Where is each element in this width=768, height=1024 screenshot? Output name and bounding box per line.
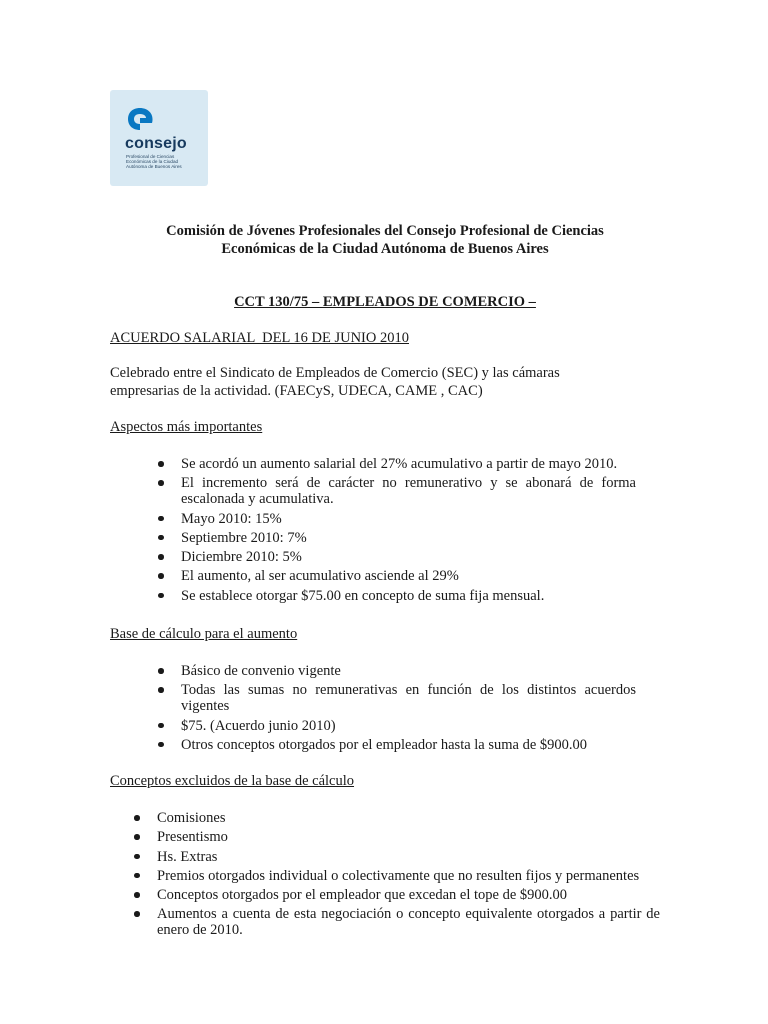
list-item: El incremento será de carácter no remunerativo y se abonará de forma escalonada y acumulativa. <box>158 475 636 507</box>
list-item: Premios otorgados individual o colectivamente que no resulten fijos y permanentes <box>134 868 660 884</box>
list-item: Conceptos otorgados por el empleador que excedan el tope de $900.00 <box>134 887 660 903</box>
list-item: Básico de convenio vigente <box>158 663 636 679</box>
list-item: Presentismo <box>134 829 660 845</box>
logo-subtitle-line: Profesional de Ciencias <box>126 154 175 159</box>
list-item: Comisiones <box>134 810 660 826</box>
header-line: Comisión de Jóvenes Profesionales del Consejo Profesional de Ciencias <box>166 223 604 239</box>
intro-paragraph: Celebrado entre el Sindicato de Empleados de Comercio (SEC) y las cámaras empresarias de la actividad. (FAECyS, UDECA, CAME , CAC) <box>110 365 560 399</box>
header-line: Económicas de la Ciudad Autónoma de Buenos Aires <box>221 241 549 257</box>
list-excluidos <box>134 810 660 942</box>
logo-subtitle <box>126 154 204 170</box>
list-item: Se establece otorgar $75.00 en concepto de suma fija mensual. <box>158 588 636 604</box>
list-item: El aumento, al ser acumulativo asciende al 29% <box>158 568 636 584</box>
list-item: Hs. Extras <box>134 849 660 865</box>
list-item: Todas las sumas no remunerativas en función de los distintos acuerdos vigentes <box>158 682 636 714</box>
section-heading-excluidos: Conceptos excluidos de la base de cálculo <box>110 773 355 789</box>
list-item: $75. (Acuerdo junio 2010) <box>158 718 636 734</box>
logo-wordmark: consejo <box>125 135 187 152</box>
agreement-heading: ACUERDO SALARIAL DEL 16 DE JUNIO 2010 <box>110 330 409 346</box>
list-aspectos <box>158 456 636 607</box>
list-item: Se acordó un aumento salarial del 27% acumulativo a partir de mayo 2010. <box>158 456 636 472</box>
list-item: Aumentos a cuenta de esta negociación o concepto equivalente otorgados a partir de enero de 2010. <box>134 906 660 938</box>
document-header <box>110 222 660 258</box>
list-item: Mayo 2010: 15% <box>158 511 636 527</box>
list-item: Diciembre 2010: 5% <box>158 549 636 565</box>
document-title: CCT 130/75 – EMPLEADOS DE COMERCIO – <box>234 294 536 310</box>
list-base-calculo <box>158 663 636 756</box>
logo-subtitle-line: Económicas de la Ciudad <box>126 159 179 165</box>
section-heading-aspectos: Aspectos más importantes <box>110 419 263 435</box>
list-item: Septiembre 2010: 7% <box>158 530 636 546</box>
section-heading-base-calculo: Base de cálculo para el aumento <box>110 626 298 642</box>
consejo-logo <box>110 90 208 186</box>
consejo-logo-mark-icon <box>126 106 156 132</box>
list-item: Otros conceptos otorgados por el empleador hasta la suma de $900.00 <box>158 737 636 753</box>
logo-subtitle-line: Autónoma de Buenos Aires <box>126 164 182 170</box>
